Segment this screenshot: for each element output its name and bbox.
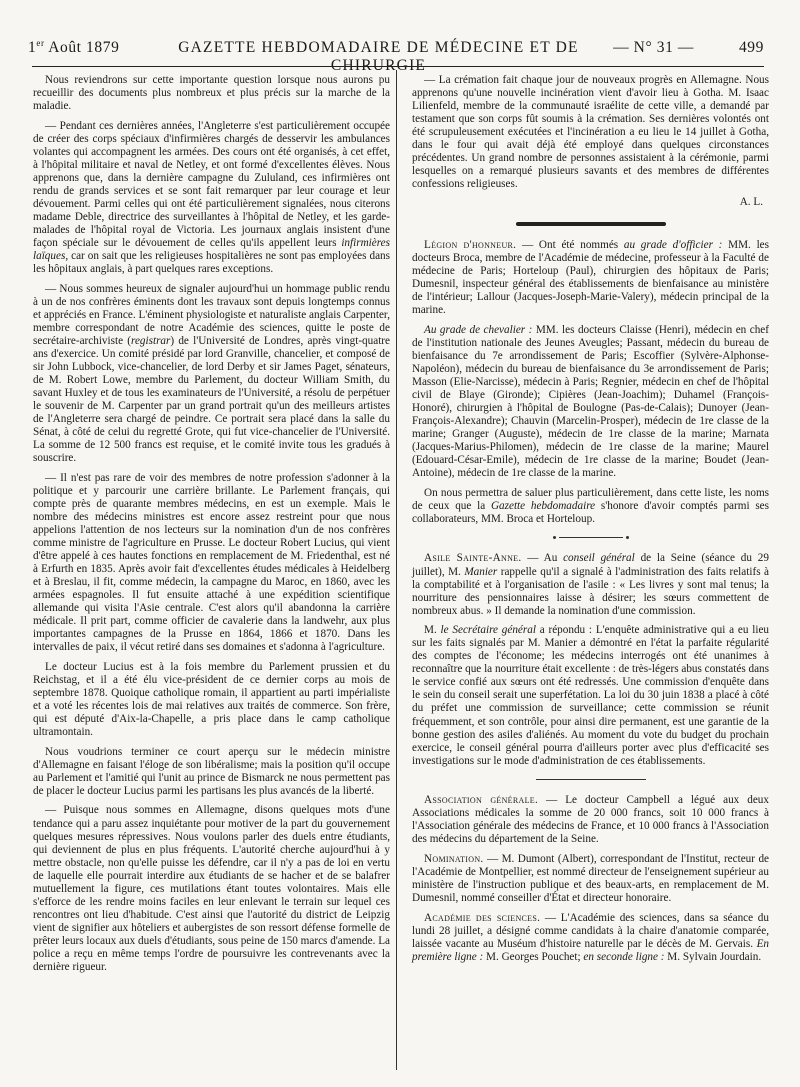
article-paragraph: On nous permettra de saluer plus particulièrement, dans cette liste, les noms de ceux que la Gazette hebdomadaire s'honore d'avoir comptés parmi ses collaborateurs, MM. Broca et Horteloup. [412,486,769,525]
article-paragraph: Le docteur Lucius est à la fois membre du Parlement prussien et du Reichstag, et il a été élu vice-président de ce dernier corps au mois de septembre 1878. Quoique catholique romain, il appartient au parti impérialiste et a voté les récentes lois de mai relatives aux traités de commerce. Son frère, qui est député d'Aix-la-Chapelle, a pris place dans le camp catholique ultramontain. [33,661,390,739]
article-paragraph: — La crémation fait chaque jour de nouveaux progrès en Allemagne. Nous apprenons qu'une nouvelle incinération vient d'avoir lieu à Gotha. M. Isaac Lilienfeld, membre de la communauté israélite de cette ville, a demandé par testament que son corps fût soumis à la crémation. Ses dernières volontés ont été scrupuleusement exécutées et l'incinération a eu lieu le 14 juillet à Gotha, dans le four qui avait déjà été employé dans quelques circonstances précédentes. Un grand nombre de personnes assistaient à la cérémonie, parmi lesquelles on a remarqué plusieurs savants et des membres de différentes confessions religieuses. [412,74,769,191]
article-paragraph: — Nous sommes heureux de signaler aujourd'hui un hommage public rendu à un de nos confrères éminents dont les travaux sont depuis longtemps connus et appréciés en France. L'éminent physiologiste et naturaliste anglais Carpenter, membre correspondant de notre Académie des sciences, quitte le poste de secrétaire-archiviste (registrar) de l'Université de Londres, après vingt-quatre ans d'exercice. Un comité présidé par lord Granville, chancelier, et composé de sir John Lubbock, vice-chancelier, de lord Derby et sir James Paget, sénateurs, de M. Robert Lowe, membre du Parlement, du docteur William Smith, du savant Huxley et de tous les examinateurs de l'Université, a résolu de perpétuer le souvenir de M. Carpenter par un grand portrait qu'un des meilleurs artistes de l'Angleterre sera chargé de peindre. Ce portrait sera placé dans la salle du Sénat, à côté de celui du regretté Grote, qui fut vice-chancelier de l'Université. La somme de 12 500 francs est requise, et le comité invite tous les gradués à souscrire. [33,282,390,465]
article-paragraph: Nous reviendrons sur cette importante question lorsque nous aurons pu recueillir des documents plus nombreux et plus précis sur la marche de la maladie. [33,74,390,113]
article-paragraph: M. le Secrétaire général a répondu : L'enquête administrative qui a eu lieu sur les faits signalés par M. Manier a démontré en l'état la parfaite régularité des comptes de l'économe; les médecins interrogés ont été unanimes à reconnaître que la nourriture était excellente : de très-légers abus constatés dans le service confié aux sœurs ont été redressés. Une commission d'enquête dans le sein du conseil serait une superfétation. La loi du 30 juin 1838 a placé à côté du préfet une commission de surveillance; cette commission se réunit fréquemment, et son contrôle, pour ainsi dire permanent, est une garantie de la bonne gestion des asiles d'aliénés. Au moment du vote du budget du prochain exercice, le conseil général pourra d'ailleurs porter avec plus d'efficacité ses investigations sur le mode d'administration de ces établissements. [412,624,770,767]
asile-paragraph: Asile Sainte-Anne. — Au conseil général de la Seine (séance du 29 juillet), M. Manier rappelle qu'il a signalé à l'administration des faits relatifs à la comptabilité et à l'organisation de l'asile : « Les livres y sont mal tenus; la nourriture des pensionnaires laisse à désirer; les sœurs commettent de nombreux abus. » Il demande la nomination d'une commission. [412,552,769,617]
header-date: 1er Août 1879 [28,38,120,57]
legion-honneur-paragraph: Légion d'honneur. — Ont été nommés au grade d'officier : MM. les docteurs Broca, membre de l'Académie de médecine, professeur à la Faculté de médecine de Paris; Horteloup (Paul), chirurgien des hôpitaux de Paris; Dumesnil, inspecteur général des établissements de bienfaisance au ministère de l'intérieur; Lallour (Jacques-Joseph-Marie-Valery), médecin principal de la marine. [412,238,770,317]
section-separator [412,219,769,229]
right-column [412,74,769,970]
header-rule [32,66,764,67]
academie-paragraph: Académie des sciences. — L'Académie des sciences, dans sa séance du lundi 28 juillet, a désigné comme candidats à la chaire d'anatomie comparée, laissée vacante au Muséum d'histoire naturelle par le décès de M. Gervais. En première ligne : M. Georges Pouchet; en seconde ligne : M. Sylvain Jourdain. [412,911,769,963]
association-paragraph: Association générale. — Le docteur Campbell a légué aux deux Associations médicales la somme de 20 000 francs, soit 10 000 francs à l'Association générale des médecins de France, et 10 000 francs à l'Association des médecins du département de la Seine. [412,794,769,846]
page-number: 499 [738,39,764,57]
column-divider [396,70,397,1070]
issue-number: — N° 31 — [613,39,694,57]
chevalier-paragraph: Au grade de chevalier : MM. les docteurs Claisse (Henri), médecin en chef de l'institution nationale des Jeunes Aveugles; Passant, médecin du bureau de bienfaisance du 7e arrondissement de Paris; Escoffier (Sylvère-Alphonse-Napoléon), médecin du bureau de bienfaisance du 3e arrondissement de Paris; Masson (Elie-Narcisse), médecin à Paris; Regnier, médecin en chef de l'hôpital civil de Blaye (Gironde); Cipières (Jean-Joachim); Duhamel (François-Honoré), chirurgien à l'hôpital de Boulogne (Pas-de-Calais); Dunoyer (Jean-François-Alexandre); Chauvin (Marcelin-Prosper), médecin de 1re classe de la marine; Granger (Auguste), médecin de 1re classe de la marine; Marnata (Jacques-Marius-Philomen), médecin de 1re classe de la marine; Maurel (Edouard-César-Emile), médecin de 1re classe de la marine; Boudet (Jean-Antoine), médecin de 1re classe de la marine. [412,323,770,480]
nomination-paragraph: Nomination. — M. Dumont (Albert), correspondant de l'Institut, recteur de l'Académie de Montpellier, est nommé directeur de l'enseignement supérieur au ministère de l'instruction publique et des beaux-arts, en remplacement de M. Dumesnil, nommé conseiller d'État et directeur honoraire. [412,852,769,905]
author-initials: A. L. [739,195,763,208]
article-paragraph: — Pendant ces dernières années, l'Angleterre s'est particulièrement occupée de créer des corps spéciaux d'infirmières chargés de desservir les ambulances volantes qui accompagnent les armées. Des cours ont été organisés, à cet effet, à l'hôpital militaire et naval de Netley, et ont formé d'excellentes élèves. Nous apprenons que, dans la dernière campagne du Zululand, ces infirmières ont rendu de grands services et se sont fait remarquer par leur courage et leur dévouement. Parmi celles qui ont été particulièrement signalées, nous citerons madame Deble, directrice des surveillantes à l'hôpital de Netley, et les garde-malades de l'hôpital royal de Victoria. Les journaux anglais insistent d'une façon spéciale sur le dévouement de celles qu'ils appellent leurs infirmières laïques, car on sait que les religieuses hospitalières ne sont pas employées dans les hôpitaux anglais, à part quelques rares exceptions. [33,119,390,276]
article-paragraph: Nous voudrions terminer ce court aperçu sur le médecin ministre d'Allemagne en faisant l'éloge de son libéralisme; mais la position qu'il occupe au Parlement et l'amitié qui l'unit au prince de Bismarck ne nous permettent pas de placer le docteur Lucius parmi les partisans les plus avancés de la liberté. [33,745,390,797]
section-separator [412,774,769,784]
left-column [33,74,390,981]
article-paragraph: — Il n'est pas rare de voir des membres de notre profession s'adonner à la politique et y parcourir une carrière brillante. Le Parlement français, qui compte près de quarante membres médecins, en est un exemple. Mais le nombre des médecins ministres est encore assez restreint pour que nous appelions l'attention de nos lecteurs sur la nomination d'un de nos confrères comme ministre de l'agriculture en Prusse. Le docteur Robert Lucius, qui vient d'être appelé à ces hautes fonctions en remplacement de M. Friedenthal, est né à Erfurth en 1835. Après avoir fait d'excellentes études médicales à Heidelberg et à Breslau, il fit, comme médecin, la campagne du Maroc, en 1860, avec les armées espagnoles. Il fut ensuite attaché à une expédition scientifique allemande qui visita l'Asie centrale. C'est alors qu'il abandonna la carrière médicale. Il prit part, comme officier de cavalerie dans la landwehr, aux plus importantes campagnes de la Prusse en 1864, 1866 et 1870. Dans les intervalles de paix, il vécut retiré dans ses domaines et s'adonna à l'agriculture. [33,471,390,654]
article-paragraph: — Puisque nous sommes en Allemagne, disons quelques mots d'une tendance qui a paru assez inquiétante pour motiver de la part du gouvernement quelques mesures répressives. Nous voulons parler des duels entre étudiants, qui deviennent de plus en plus fréquents. L'autorité cherche aujourd'hui à y mettre obstacle, non qu'elle puisse les défendre, car il n'y a pas de loi en vertu de laquelle elle pourrait interdire aux étudiants de se hacher et de se balafrer mutuellement la figure, ces mutilations étant toutes volontaires. Mais elle s'efforce de les rendre moins faciles en leur enlevant le terrain sur lequel ces rencontres ont lieu d'habitude. C'est ainsi que l'autorité du district de Leipzig vient de signifier aux hôteliers et aubergistes de son ressort défense formelle de prêter leurs locaux aux duels d'étudiants, sous peine de 150 marcs d'amende. La police a reçu en même temps l'ordre de poursuivre les contrevenants avec la dernière rigueur. [33,804,390,974]
header-title: GAZETTE HEBDOMADAIRE DE MÉDECINE ET DE CHIRURGIE [178,39,579,75]
page-header [28,38,764,75]
section-separator [412,532,769,542]
